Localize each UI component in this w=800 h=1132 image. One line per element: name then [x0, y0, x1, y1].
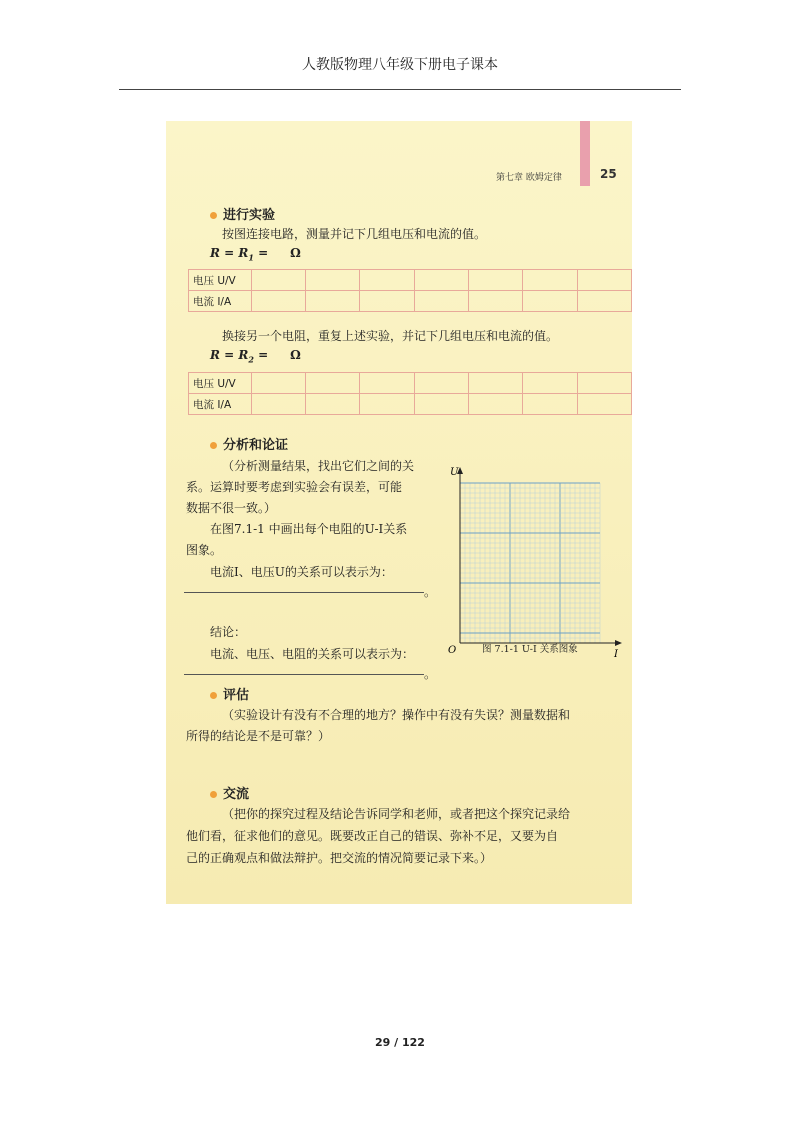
section-experiment-heading: [210, 204, 275, 223]
section-communication-heading: [210, 783, 249, 802]
paragraph-line: 在图7.1-1 中画出每个电阻的U-I关系: [210, 522, 408, 536]
chapter-tab: [580, 121, 590, 186]
resistance-r1-label: $R = R_1 = \Omega$: [210, 246, 301, 263]
data-table-r1: [188, 269, 632, 312]
header-divider: [119, 89, 681, 90]
paragraph-line: 结论：: [210, 625, 247, 639]
paragraph-line: 他们看，征求他们的意见。既要改正自己的错误、弥补不足，又要为自: [186, 829, 559, 843]
paragraph-line: 所得的结论是不是可靠？）: [186, 729, 331, 743]
table-row: [189, 291, 632, 312]
table-row: [189, 270, 632, 291]
section-title: 进行实验: [223, 208, 276, 223]
instruction-line-2: 换接另一个电阻，重复上述实验，并记下几组电压和电流的值。: [222, 329, 559, 343]
section-title: 分析和论证: [223, 438, 289, 453]
section-evaluation-heading: [210, 684, 249, 703]
paragraph-line: 电流I、电压U的关系可以表示为：: [210, 565, 393, 579]
bullet-icon: [210, 692, 217, 699]
row-label-voltage: 电压 U/V: [189, 270, 252, 291]
paragraph-line: 系。运算时要考虑到实验会有误差，可能: [186, 480, 403, 494]
answer-blank-2[interactable]: [184, 674, 424, 675]
bullet-icon: [210, 791, 217, 798]
page-counter: 29 / 122: [375, 1036, 425, 1049]
bullet-icon: [210, 442, 217, 449]
period-mark: 。: [424, 585, 437, 599]
origin-label: O: [448, 645, 457, 656]
table-row: [189, 394, 632, 415]
resistance-r2-label: $R = R_2 = \Omega$: [210, 348, 301, 365]
scanned-page: [166, 121, 632, 904]
paragraph-line: （把你的探究过程及结论告诉同学和老师，或者把这个探究记录给: [222, 807, 571, 821]
instruction-line: 按图连接电路，测量并记下几组电压和电流的值。: [222, 227, 487, 241]
paragraph-line: 己的正确观点和做法辩护。把交流的情况简要记录下来。）: [186, 851, 493, 865]
paragraph-line: （实验设计有没有不合理的地方？操作中有没有失误？测量数据和: [222, 708, 571, 722]
page-number: 25: [600, 167, 617, 181]
x-axis-arrow: [615, 640, 622, 646]
paragraph-line: 图象。: [186, 543, 223, 557]
x-axis-label: I: [614, 649, 618, 657]
period-mark: 。: [424, 667, 437, 681]
bullet-icon: [210, 212, 217, 219]
section-title: 交流: [223, 787, 250, 802]
graph-grid: [460, 483, 600, 643]
answer-blank-1[interactable]: [184, 592, 424, 593]
row-label-current: 电流 I/A: [189, 394, 252, 415]
data-table-r2: [188, 372, 632, 415]
section-title: 评估: [223, 688, 250, 703]
paragraph-line: （分析测量结果，找出它们之间的关: [222, 459, 415, 473]
u-i-graph: [442, 467, 622, 657]
row-label-voltage: 电压 U/V: [189, 373, 252, 394]
paragraph-line: 数据不很一致。）: [186, 501, 277, 515]
row-label-current: 电流 I/A: [189, 291, 252, 312]
paragraph-line: 电流、电压、电阻的关系可以表示为：: [210, 647, 415, 661]
figure-caption: 图 7.1-1 U-I 关系图象: [482, 644, 578, 655]
y-axis-label: U: [450, 467, 459, 478]
document-title: 人教版物理八年级下册电子课本: [302, 57, 498, 73]
running-head: 第七章 欧姆定律: [496, 173, 562, 183]
section-analysis-heading: [210, 434, 288, 453]
table-row: [189, 373, 632, 394]
